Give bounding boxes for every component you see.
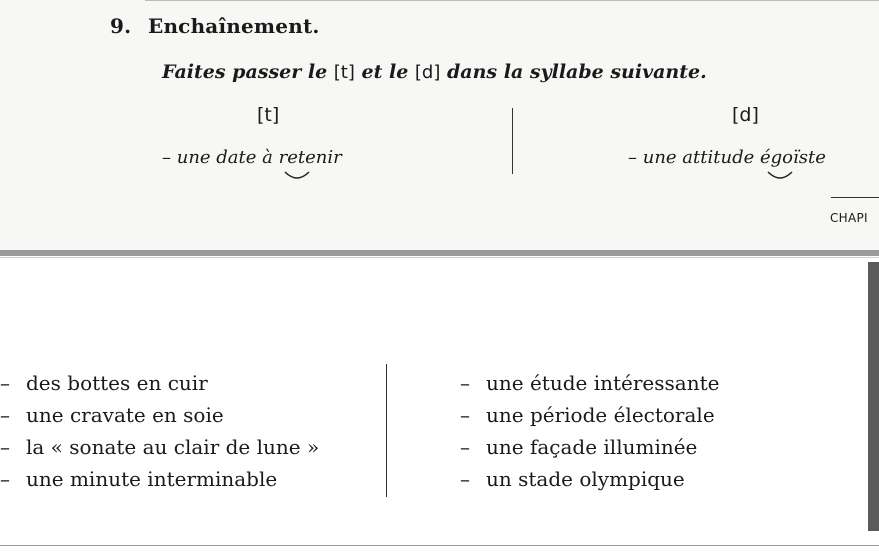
list-item xyxy=(460,463,719,495)
exercise-instruction xyxy=(162,61,707,83)
example-divider xyxy=(512,108,513,174)
list-dash: – xyxy=(460,467,470,491)
page-separator-line xyxy=(0,257,879,258)
d-word-list xyxy=(460,367,719,495)
list-item-text: la « sonate au clair de lune » xyxy=(26,435,320,459)
list-dash: – xyxy=(0,371,10,395)
list-item-text: une période électorale xyxy=(486,403,715,427)
instruction-phoneme-t: [t] xyxy=(333,62,355,83)
t-column-header: [t] xyxy=(257,104,280,126)
list-divider xyxy=(386,364,387,497)
instruction-phoneme-d: [d] xyxy=(414,62,441,83)
instruction-text-2: et le xyxy=(354,61,415,83)
list-item xyxy=(0,367,319,399)
list-item xyxy=(0,431,319,463)
list-item xyxy=(460,431,719,463)
list-item-text: une étude intéressante xyxy=(486,371,720,395)
bottom-rule xyxy=(0,545,879,546)
list-dash: – xyxy=(0,467,10,491)
list-dash: – xyxy=(460,435,470,459)
list-item xyxy=(0,399,319,431)
list-item-text: une cravate en soie xyxy=(26,403,224,427)
page-edge-shadow xyxy=(868,262,879,531)
t-word-list xyxy=(0,367,319,495)
list-dash: – xyxy=(460,371,470,395)
top-rule xyxy=(145,0,879,1)
liaison-arc-t xyxy=(283,170,311,184)
instruction-text-1: Faites passer le xyxy=(162,61,334,83)
list-item xyxy=(0,463,319,495)
list-item-text: un stade olympique xyxy=(486,467,685,491)
list-dash: – xyxy=(0,435,10,459)
d-example: – une attitude égoïste xyxy=(628,147,826,168)
list-item-text: des bottes en cuir xyxy=(26,371,208,395)
exercise-heading xyxy=(110,14,320,38)
list-item xyxy=(460,367,719,399)
d-column-header: [d] xyxy=(732,104,759,126)
liaison-arc-d xyxy=(766,170,794,184)
page-separator-band xyxy=(0,250,879,256)
t-example: – une date à retenir xyxy=(162,147,342,168)
chapter-rule xyxy=(831,197,879,198)
exercise-title: Enchaînement. xyxy=(148,14,320,38)
list-item xyxy=(460,399,719,431)
list-dash: – xyxy=(0,403,10,427)
list-item-text: une façade illuminée xyxy=(486,435,698,459)
instruction-text-3: dans la syllabe suivante. xyxy=(440,61,707,83)
list-item-text: une minute interminable xyxy=(26,467,278,491)
exercise-number: 9. xyxy=(110,14,132,38)
chapter-label: CHAPI xyxy=(830,211,868,225)
list-dash: – xyxy=(460,403,470,427)
